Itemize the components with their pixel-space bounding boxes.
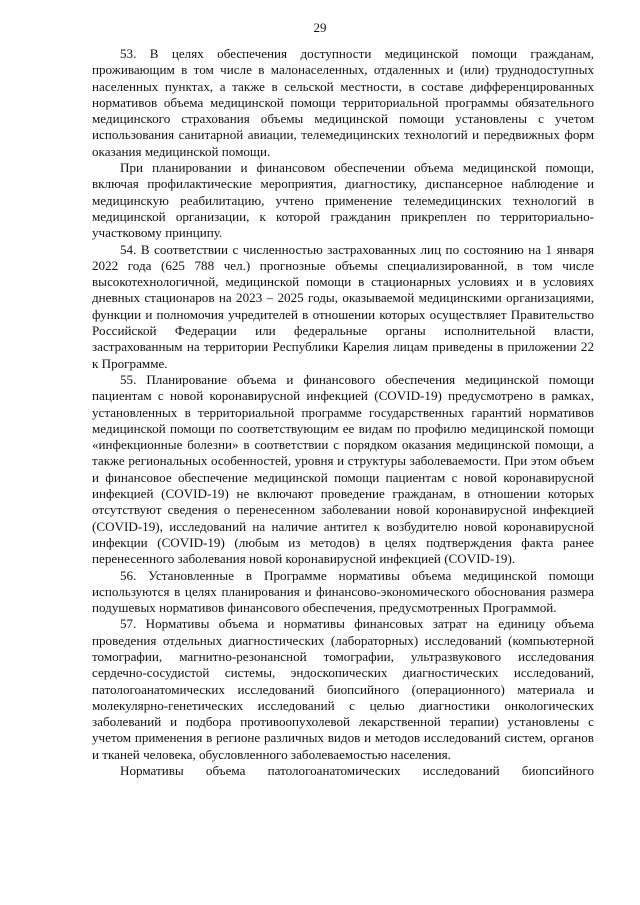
paragraph-55: 55. Планирование объема и финансового обеспечения медицинской помощи пациентам с новой коронавирусной инфекцией (COVID-19) предусмотрено в рамках, установленных в территориальной программе государственных гарантий нормативов медицинской помощи по соответствующим ее видам по профилю медицинской помощи «инфекционные болезни» в соответствии с порядком оказания медицинской помощи, а также региональных особенностей, уровня и структуры заболеваемости. При этом объем и финансовое обеспечение медицинской помощи пациентам с новой коронавирусной инфекцией (COVID-19) не включают проведение гражданам, в отношении которых отсутствуют сведения о перенесенном заболевании новой коронавирусной инфекцией (COVID-19), исследований на наличие антител к возбудителю новой коронавирусной инфекции (COVID-19) (любым из методов) в целях подтверждения факта ранее перенесенного заболевания новой коронавирусной инфекцией (COVID-19). [92,371,594,567]
paragraph-56: 56. Установленные в Программе нормативы объема медицинской помощи используются в целях планирования и финансово-экономического обоснования размера подушевых нормативов финансового обеспечения, предусмотренных Программой. [92,567,594,616]
paragraph-53: 53. В целях обеспечения доступности медицинской помощи гражданам, проживающим в том числе в малонаселенных, отдаленных и (или) труднодоступных населенных пунктах, а также в сельской местности, в составе дифференцированных нормативов объема медицинской помощи территориальной программы обязательного медицинского страхования объемы медицинской помощи установлены с учетом использования санитарной авиации, телемедицинских технологий и передвижных форм оказания медицинской помощи. [92,46,594,159]
paragraph-53-telemedicine: При планировании и финансовом обеспечении объема медицинской помощи, включая профилактические мероприятия, диагностику, диспансерное наблюдение и медицинскую реабилитацию, учтено применение телемедицинских технологий в медицинской организации, к которой гражданин прикреплен по территориально-участковому принципу. [92,160,594,241]
paragraph-57-continuation: Нормативы объема патологоанатомических исследований биопсийного [120,763,594,779]
paragraph-54: 54. В соответствии с численностью застрахованных лиц по состоянию на 1 января 2022 года (625 788 чел.) прогнозные объемы специализированной, в том числе высокотехнологичной, медицинской помощи в стационарных условиях и в условиях дневных стационаров на 2023 – 2025 годы, оказываемой медицинскими организациями, функции и полномочия учредителей в отношении которых осуществляет Правительство Российской Федерации или федеральные органы исполнительной власти, застрахованным на территории Республики Карелия лицам приведены в приложении 22 к Программе. [92,241,594,371]
paragraph-57: 57. Нормативы объема и нормативы финансовых затрат на единицу объема проведения отдельных диагностических (лабораторных) исследований (компьютерной томографии, магнитно-резонансной томографии, ультразвукового исследования сердечно-сосудистой системы, эндоскопических диагностических исследований, патологоанатомических исследований биопсийного (операционного) материала и молекулярно-генетических исследований с целью диагностики онкологических заболеваний и подбора противоопухолевой лекарственной терапии) установлены с учетом применения в регионе различных видов и методов исследований систем, органов и тканей человека, обусловленного заболеваемостью населения. [92,616,594,762]
document-body [92,46,594,779]
page-number: 29 [313,20,327,35]
